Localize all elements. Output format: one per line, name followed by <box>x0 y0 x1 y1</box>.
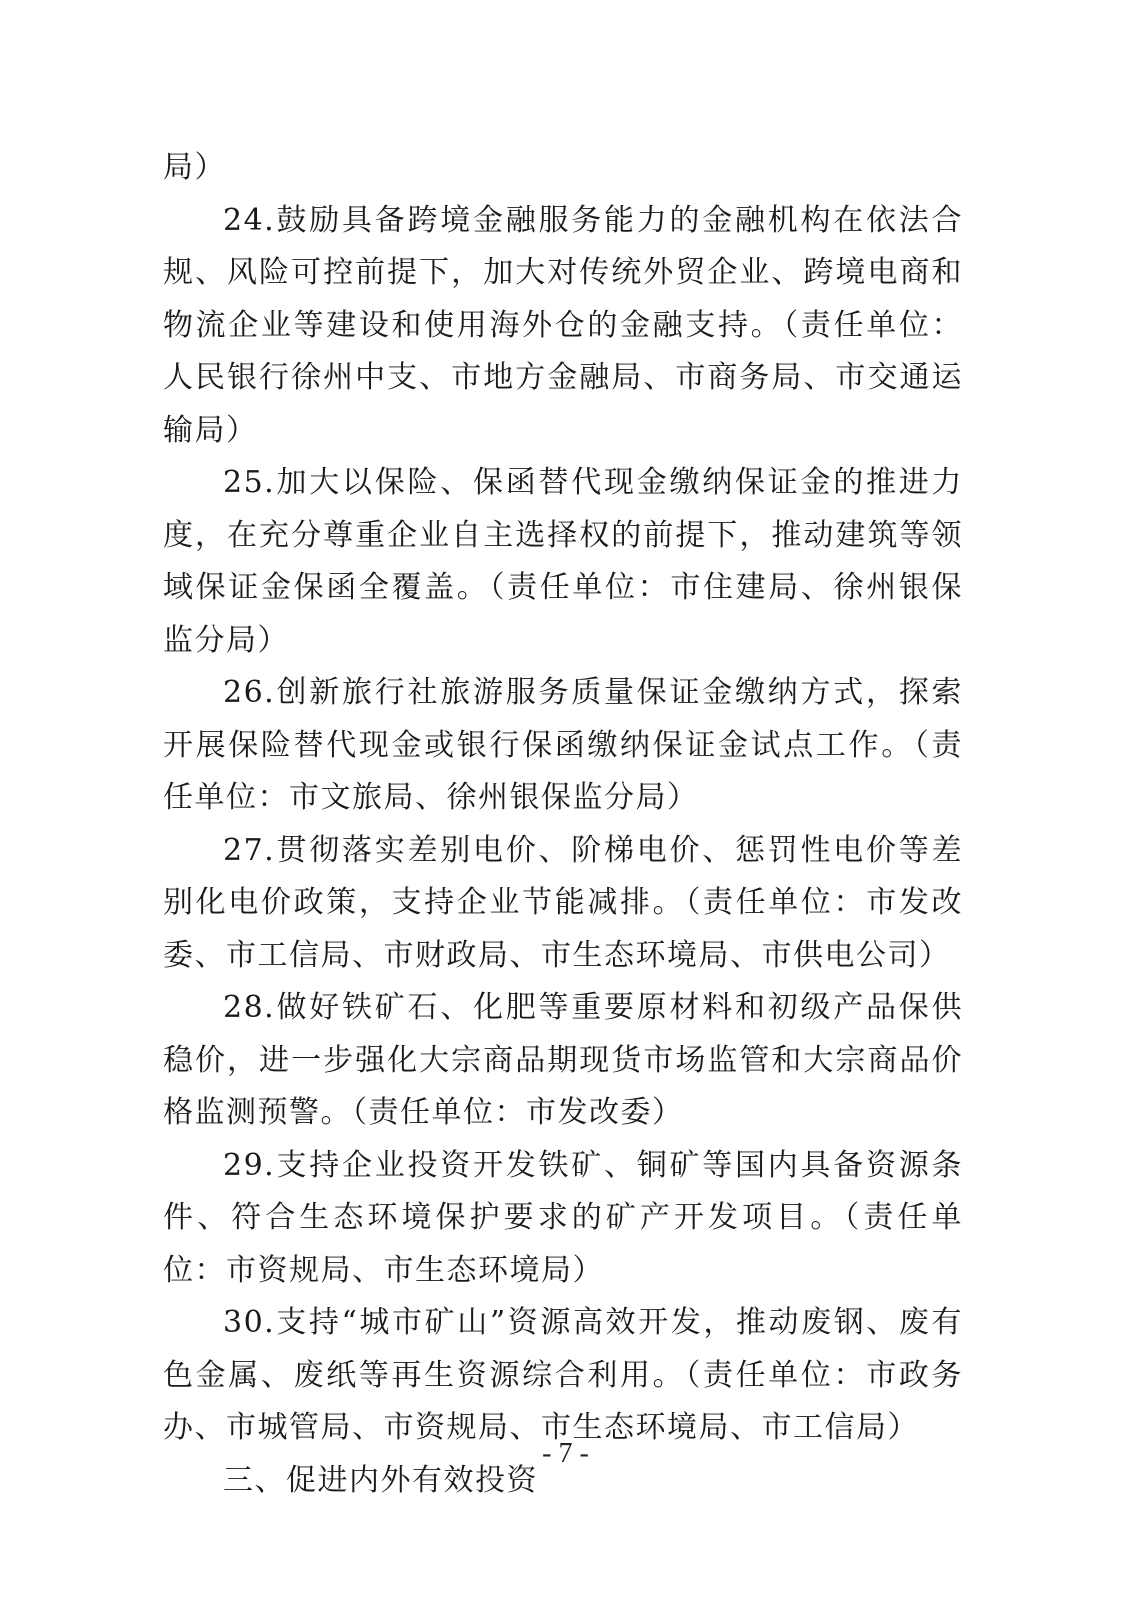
paragraph-item-24: 24.鼓励具备跨境金融服务能力的金融机构在依法合规、风险可控前提下，加大对传统外贸企业、跨境电商和物流企业等建设和使用海外仓的金融支持。（责任单位：人民银行徐州中支、市地方金融局、市商务局、市交通运输局） <box>163 202 963 448</box>
paragraph-item-28: 28.做好铁矿石、化肥等重要原材料和初级产品保供稳价，进一步强化大宗商品期现货市场监管和大宗商品价格监测预警。（责任单位：市发改委） <box>163 990 963 1130</box>
paragraph-item-25: 25.加大以保险、保函替代现金缴纳保证金的推进力度，在充分尊重企业自主选择权的前提下，推动建筑等领域保证金保函全覆盖。（责任单位：市住建局、徐州银保监分局） <box>163 465 963 658</box>
paragraph-continuation: 局） <box>163 150 226 185</box>
paragraph-item-27: 27.贯彻落实差别电价、阶梯电价、惩罚性电价等差别化电价政策，支持企业节能减排。（责任单位：市发改委、市工信局、市财政局、市生态环境局、市供电公司） <box>163 832 963 973</box>
section-heading: 三、促进内外有效投资 <box>223 1462 538 1498</box>
document-body <box>163 142 963 1507</box>
paragraph-item-26: 26.创新旅行社旅游服务质量保证金缴纳方式，探索开展保险替代现金或银行保函缴纳保证金试点工作。（责任单位：市文旅局、徐州银保监分局） <box>163 675 963 815</box>
paragraph-item-29: 29.支持企业投资开发铁矿、铜矿等国内具备资源条件、符合生态环境保护要求的矿产开发项目。（责任单位：市资规局、市生态环境局） <box>163 1147 963 1288</box>
paragraph-item-30: 30.支持“城市矿山”资源高效开发，推动废钢、废有色金属、废纸等再生资源综合利用。（责任单位：市政务办、市城管局、市资规局、市生态环境局、市工信局） <box>163 1305 963 1445</box>
page-number: - 7 - <box>542 1438 589 1469</box>
